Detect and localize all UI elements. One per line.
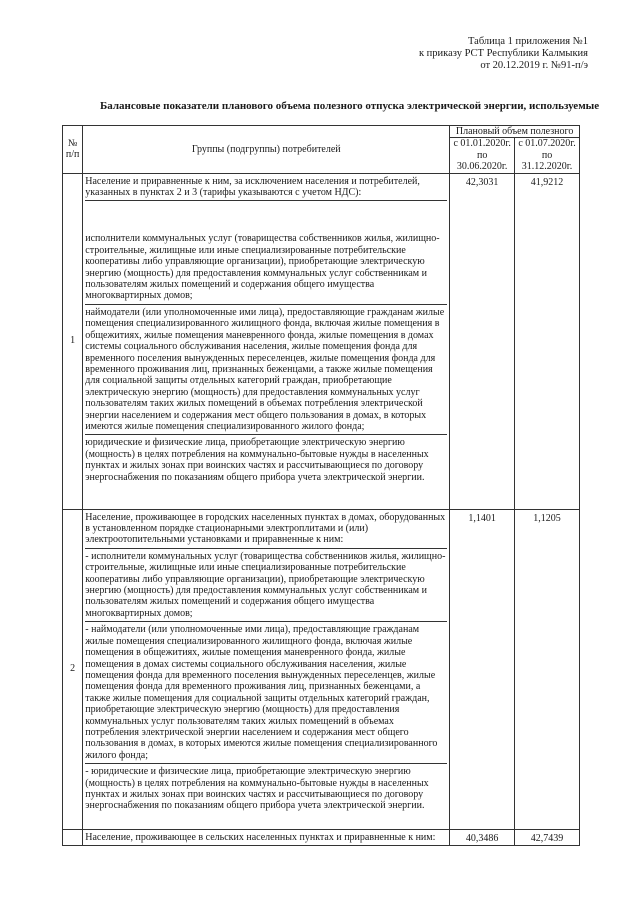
appendix-line-3: от 20.12.2019 г. №91-п/э (480, 60, 588, 71)
row-number: 2 (63, 509, 83, 829)
col-period-1-header: с 01.01.2020г. по 30.06.2020г. (450, 138, 515, 173)
group-item: юридические и физические лица, приобретающие электрическую энергию (мощность) в целях потребления на коммунально-бытовые нужды в населенных пунктах и жилых зонах при воинских частях и рассчитывающиеся по договору энергоснабжения по показаниям общего прибора учета электрической энергии. (85, 437, 429, 483)
document-title: Балансовые показатели планового объема полезного отпуска электрической энергии, используемые (100, 100, 600, 112)
appendix-line-2: к приказу РСТ Республики Калмыкия (418, 48, 588, 59)
table-row (63, 173, 580, 509)
appendix-line-1: Таблица 1 приложения №1 (468, 36, 588, 47)
table-row (63, 509, 580, 829)
value-period-1: 1,1401 (450, 509, 515, 829)
value-period-2: 1,1205 (515, 509, 580, 829)
col-number-header: № п/п (63, 126, 83, 174)
group-item: - исполнители коммунальных услуг (товарищества собственников жилья, жилищно-строительные, жилищные или иные специализированные потребительские кооперативы либо управляющие организации), приобретающие электрическую энергию (мощность) для предоставления коммунальных услуг собственникам и пользователям жилых помещений и содержания общего имущества многоквартирных домов; (85, 549, 447, 622)
table-row (63, 829, 580, 845)
group-intro: Население, проживающее в сельских населенных пунктах и приравненные к ним: (85, 831, 436, 843)
value-period-2: 42,7439 (515, 829, 580, 845)
group-intro: Население, проживающее в городских населенных пунктах в домах, оборудованных в установленном порядке стационарными электроплитами и (или) электроотопительными установками и приравненные к ним: (85, 510, 447, 549)
group-item: наймодатели (или уполномоченные ими лица), предоставляющие гражданам жилые помещения специализированного жилищного фонда, включая жилые помещения в общежитиях, жилые помещения маневренного фонда, жилые помещения в домах системы социального обслуживания населения, жилые помещения фонда для временного поселения вынужденных переселенцев, жилые помещения фонда для временного проживания лиц, признанных беженцами, а также жилые помещения для социальной защиты отдельных категорий граждан, приобретающие электрическую энергию (мощность) для предоставления коммунальных услуг пользователям таких жилых помещений в объемах потребления электрической энергии населением и содержания мест общего пользования в домах, в которых имеются жилые помещения специализированного жилого фонда; (85, 305, 447, 435)
balance-table (62, 125, 580, 846)
col-group-header: Группы (подгруппы) потребителей (83, 126, 450, 174)
row-number: 1 (63, 173, 83, 509)
group-item: - юридические и физические лица, приобретающие электрическую энергию (мощность) в целях потребления на коммунально-бытовые нужды в населенных пунктах и жилых зонах при воинских частях и рассчитывающиеся по договору энергоснабжения по показаниям общего прибора учета электрической энергии. (85, 766, 429, 812)
group-item: - наймодатели (или уполномоченные ими лица), предоставляющие гражданам жилые помещения специализированного жилищного фонда, включая жилые помещения в общежитиях, жилые помещения маневренного фонда, жилые помещения в домах системы социального обслуживания населения, жилые помещения фонда для временного поселения вынужденных переселенцев, жилые помещения фонда для временного проживания лиц, признанных беженцами, а также жилые помещения для социальной защиты отдельных категорий граждан, приобретающие электрическую энергию (мощность) для предоставления коммунальных услуг пользователям таких жилых помещений в объемах потребления электрической энергии населением и содержания мест общего пользования в домах, в которых имеются жилые помещения специализированного жилого фонда; (85, 622, 447, 764)
group-intro: Население и приравненные к ним, за исключением населения и потребителей, указанных в пунктах 2 и 3 (тарифы указываются с учетом НДС): (85, 174, 447, 202)
row-number (63, 829, 83, 845)
group-cell (83, 173, 450, 509)
value-period-1: 42,3031 (450, 173, 515, 509)
col-period-2-header: с 01.07.2020г. по 31.12.2020г. (515, 138, 580, 173)
col-plan-header: Плановый объем полезного (450, 126, 580, 138)
group-cell (83, 509, 450, 829)
value-period-2: 41,9212 (515, 173, 580, 509)
group-cell (83, 829, 450, 845)
group-item: исполнители коммунальных услуг (товарищества собственников жилья, жилищно-строительные, жилищные или иные специализированные потребительские кооперативы либо управляющие организации), приобретающие электрическую энергию (мощность) для предоставления коммунальных услуг собственникам и пользователям жилых помещений и содержания общего имущества многоквартирных домов; (85, 231, 447, 304)
blank-space (85, 201, 447, 231)
value-period-1: 40,3486 (450, 829, 515, 845)
